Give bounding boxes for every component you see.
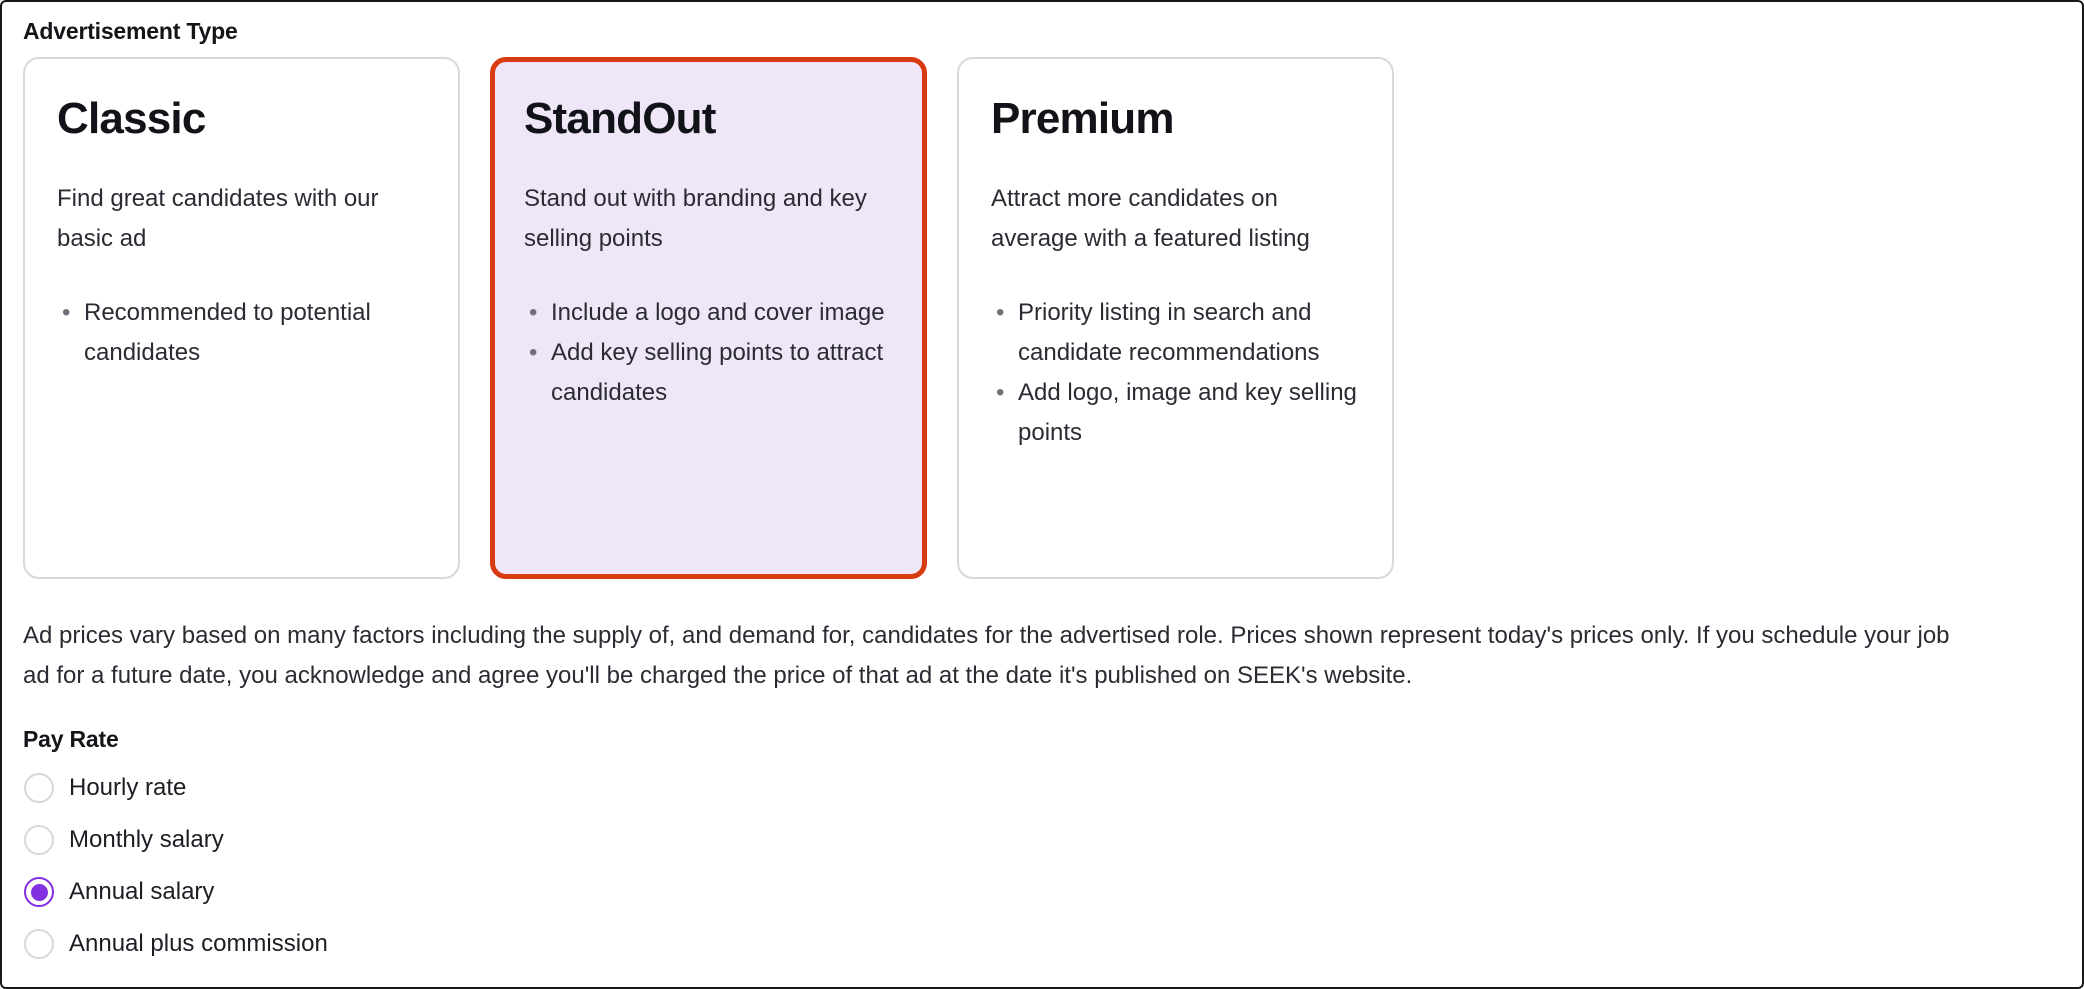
pay-rate-radio-group — [23, 762, 2062, 970]
bullet-item: • Recommended to potential candidates — [57, 293, 434, 373]
card-standout-title: StandOut — [524, 94, 716, 143]
card-classic-description: Find great candidates with our basic ad — [57, 185, 379, 252]
card-premium-title: Premium — [991, 94, 1174, 143]
advertisement-type-label: Advertisement Type — [23, 18, 238, 44]
radio-option-label: Annual salary — [69, 878, 215, 905]
pay-rate-label: Pay Rate — [23, 726, 119, 752]
card-classic[interactable] — [23, 57, 460, 579]
radio-button-icon[interactable] — [24, 773, 54, 803]
bullet-item: • Add key selling points to attract candidates — [524, 333, 901, 413]
card-standout-bullets — [524, 293, 901, 413]
bullet-item: • Include a logo and cover image — [524, 293, 901, 333]
bullet-item: • Priority listing in search and candidate recommendations — [991, 293, 1368, 373]
radio-button-icon[interactable] — [24, 929, 54, 959]
radio-option-annual-salary[interactable] — [23, 866, 214, 918]
card-premium-description: Attract more candidates on average with a featured listing — [991, 185, 1310, 252]
radio-option-label: Annual plus commission — [69, 930, 328, 957]
radio-option-monthly-salary[interactable] — [23, 814, 224, 866]
radio-option-label: Monthly salary — [69, 826, 224, 853]
radio-option-annual-plus-commission[interactable] — [23, 918, 328, 970]
card-classic-title: Classic — [57, 94, 206, 143]
card-premium-bullets — [991, 293, 1368, 453]
radio-option-label: Hourly rate — [69, 774, 187, 801]
card-premium[interactable] — [957, 57, 1394, 579]
bullet-item: • Add logo, image and key selling points — [991, 373, 1368, 453]
pricing-disclaimer: Ad prices vary based on many factors including the supply of, and demand for, candidates for the advertised role. Prices shown represent today's prices only. If you schedule your job ad for a future date, you acknowledge and agree you'll be charged the price of that ad at the date it's published on SEEK's website. — [23, 622, 1950, 689]
card-classic-bullets — [57, 293, 434, 373]
card-standout-description: Stand out with branding and key selling points — [524, 185, 867, 252]
advertisement-type-cards — [23, 57, 2062, 579]
card-standout[interactable] — [490, 57, 927, 579]
radio-button-selected-icon[interactable] — [24, 877, 54, 907]
radio-button-icon[interactable] — [24, 825, 54, 855]
radio-option-hourly-rate[interactable] — [23, 762, 186, 814]
